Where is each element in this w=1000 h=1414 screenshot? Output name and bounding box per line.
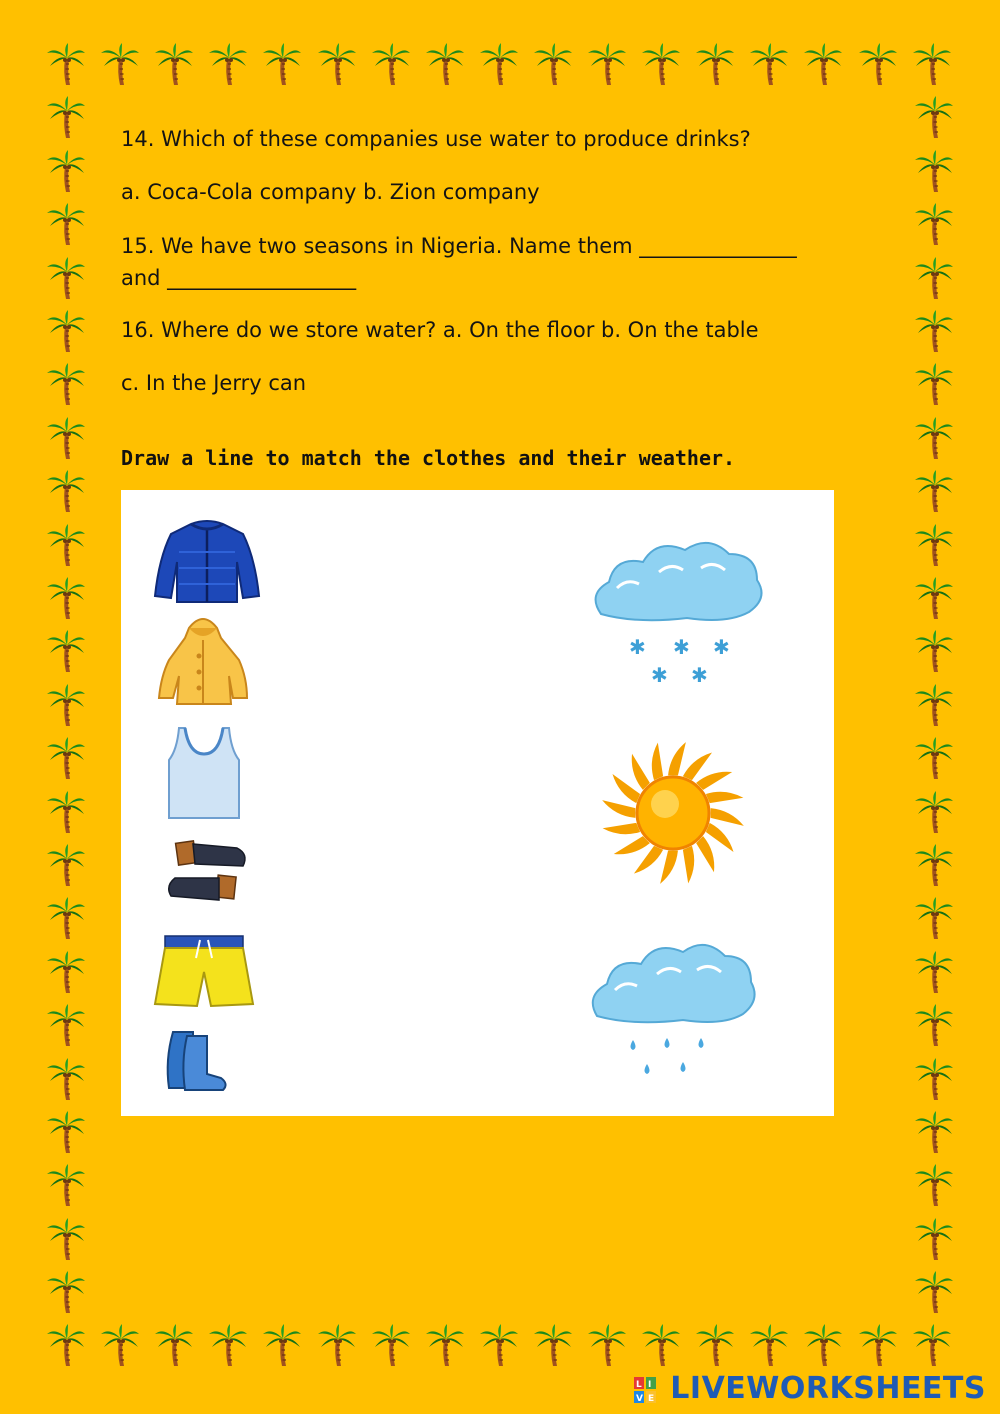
palm-tree-icon — [425, 42, 465, 86]
palm-tree-icon — [914, 683, 954, 727]
palm-tree-icon — [46, 309, 86, 353]
palm-tree-icon — [154, 1323, 194, 1367]
palm-tree-icon — [46, 202, 86, 246]
palm-tree-icon — [914, 1003, 954, 1047]
palm-tree-icon — [858, 42, 898, 86]
palm-tree-icon — [914, 629, 954, 673]
palm-tree-icon — [695, 42, 735, 86]
palm-tree-icon — [317, 42, 357, 86]
palm-tree-icon — [46, 256, 86, 300]
svg-text:✱: ✱ — [673, 635, 690, 659]
palm-tree-icon — [914, 1163, 954, 1207]
palm-tree-icon — [100, 42, 140, 86]
palm-tree-icon — [46, 1003, 86, 1047]
palm-tree-icon — [208, 1323, 248, 1367]
sun-ray — [603, 823, 640, 834]
palm-tree-icon — [749, 1323, 789, 1367]
sun-ray — [683, 846, 694, 883]
brand-name: LIVEWORKSHEETS — [670, 1371, 986, 1406]
svg-text:✱: ✱ — [713, 635, 730, 659]
palm-tree-icon — [46, 790, 86, 834]
palm-tree-icon — [46, 1323, 86, 1367]
palm-tree-icon — [46, 683, 86, 727]
sun-ray — [706, 792, 743, 803]
gloves-icon[interactable] — [165, 838, 251, 912]
palm-tree-icon — [587, 1323, 627, 1367]
sun-ray — [614, 836, 650, 854]
palm-tree-icon — [479, 1323, 519, 1367]
question-15-line-2: and __________________ — [121, 266, 357, 290]
logo-letter-v: V — [636, 1393, 644, 1403]
palm-tree-icon — [533, 1323, 573, 1367]
palm-tree-icon — [914, 95, 954, 139]
palm-tree-icon — [914, 309, 954, 353]
question-15-line-1: 15. We have two seasons in Nigeria. Name them _______________ — [121, 234, 797, 258]
palm-tree-icon — [914, 843, 954, 887]
logo-letter-i: I — [648, 1379, 653, 1390]
palm-tree-icon — [46, 843, 86, 887]
palm-tree-icon — [533, 42, 573, 86]
palm-tree-icon — [914, 1270, 954, 1314]
palm-tree-icon — [46, 736, 86, 780]
palm-tree-icon — [914, 416, 954, 460]
question-14-options: a. Coca-Cola company b. Zion company — [121, 180, 540, 204]
rain-cloud-icon[interactable] — [585, 936, 759, 1088]
boots-icon[interactable] — [159, 1030, 233, 1092]
palm-tree-icon — [914, 149, 954, 193]
svg-text:✱: ✱ — [629, 635, 646, 659]
sun-ray — [711, 808, 744, 826]
palm-tree-icon — [46, 576, 86, 620]
palm-tree-icon — [46, 1110, 86, 1154]
logo-letter-l: L — [636, 1379, 643, 1390]
palm-tree-icon — [914, 790, 954, 834]
palm-tree-icon — [914, 523, 954, 567]
liveworksheets-logo-icon — [634, 1377, 656, 1403]
svg-text:✱: ✱ — [691, 663, 708, 687]
palm-tree-icon — [914, 256, 954, 300]
palm-tree-icon — [46, 523, 86, 567]
palm-tree-icon — [803, 42, 843, 86]
jacket-icon[interactable] — [151, 518, 263, 604]
palm-tree-icon — [46, 1057, 86, 1101]
palm-tree-icon — [46, 1163, 86, 1207]
palm-tree-icon — [641, 1323, 681, 1367]
logo-letter-e: E — [648, 1393, 655, 1403]
vest-icon[interactable] — [165, 726, 243, 820]
palm-tree-icon — [46, 362, 86, 406]
palm-tree-icon — [46, 1270, 86, 1314]
palm-tree-icon — [100, 1323, 140, 1367]
palm-tree-icon — [479, 42, 519, 86]
palm-tree-icon — [46, 629, 86, 673]
shorts-icon[interactable] — [153, 934, 255, 1010]
palm-tree-icon — [914, 1217, 954, 1261]
palm-tree-icon — [587, 42, 627, 86]
palm-tree-icon — [46, 416, 86, 460]
palm-tree-icon — [912, 1323, 952, 1367]
palm-tree-icon — [858, 1323, 898, 1367]
palm-tree-icon — [46, 950, 86, 994]
sun-ray — [696, 772, 732, 790]
sun-icon[interactable] — [591, 738, 755, 888]
palm-tree-icon — [46, 95, 86, 139]
palm-tree-icon — [46, 896, 86, 940]
question-16-option-c: c. In the Jerry can — [121, 371, 307, 395]
sun-ray — [632, 754, 650, 790]
palm-tree-icon — [914, 1110, 954, 1154]
palm-tree-icon — [641, 42, 681, 86]
palm-tree-icon — [914, 736, 954, 780]
raincoat-icon[interactable] — [155, 610, 251, 710]
palm-tree-icon — [912, 42, 952, 86]
palm-tree-icon — [317, 1323, 357, 1367]
question-14: 14. Which of these companies use water to produce drinks? — [121, 127, 751, 151]
palm-tree-icon — [914, 896, 954, 940]
palm-tree-icon — [914, 469, 954, 513]
sun-ray — [668, 742, 686, 775]
question-16: 16. Where do we store water? a. On the floor b. On the table — [121, 318, 759, 342]
palm-tree-icon — [208, 42, 248, 86]
snow-cloud-icon[interactable] — [587, 532, 769, 692]
palm-tree-icon — [46, 469, 86, 513]
palm-tree-icon — [914, 1057, 954, 1101]
palm-tree-icon — [914, 950, 954, 994]
liveworksheets-logo — [634, 1371, 986, 1406]
palm-tree-icon — [803, 1323, 843, 1367]
palm-tree-icon — [262, 1323, 302, 1367]
palm-tree-icon — [425, 1323, 465, 1367]
palm-tree-icon — [262, 42, 302, 86]
matching-panel[interactable] — [121, 490, 834, 1116]
palm-tree-icon — [749, 42, 789, 86]
palm-tree-icon — [46, 149, 86, 193]
sun-ray — [660, 851, 678, 884]
matching-instruction: Draw a line to match the clothes and their weather. — [121, 446, 736, 470]
palm-tree-icon — [371, 42, 411, 86]
palm-tree-icon — [695, 1323, 735, 1367]
palm-tree-icon — [371, 1323, 411, 1367]
palm-tree-icon — [46, 1217, 86, 1261]
palm-tree-icon — [914, 362, 954, 406]
sun-ray — [652, 743, 663, 780]
palm-tree-icon — [914, 576, 954, 620]
sun-ray — [602, 800, 635, 818]
sun-ray — [696, 836, 714, 872]
palm-tree-icon — [154, 42, 194, 86]
svg-text:✱: ✱ — [651, 663, 668, 687]
palm-tree-icon — [46, 42, 86, 86]
palm-tree-icon — [914, 202, 954, 246]
